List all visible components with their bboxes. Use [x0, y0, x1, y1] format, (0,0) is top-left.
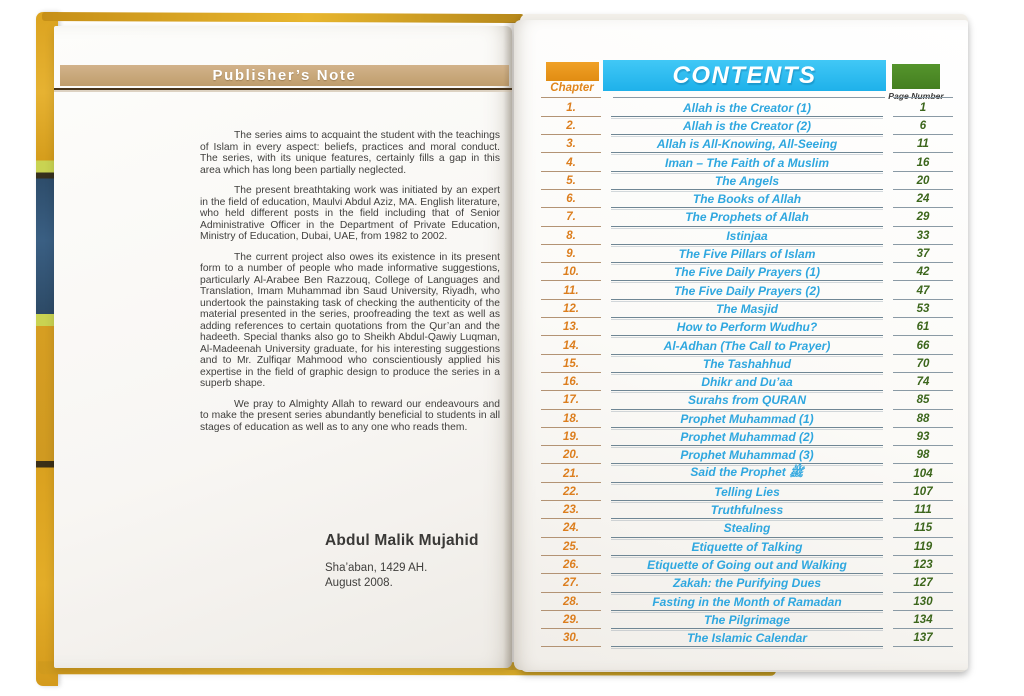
- note-paragraph-1: The series aims to acquaint the student with the teachings of Islam in every aspect: beliefs, practices and moral conduct. The series, with its unique features, certainly fills a gap in this area which has long been partially neglected.: [200, 130, 500, 176]
- toc-chapter-number: 2.: [536, 117, 606, 135]
- toc-chapter-number: 20.: [536, 446, 606, 464]
- toc-chapter-title: The Books of Allah: [606, 190, 888, 208]
- toc-chapter-title: The Five Daily Prayers (1): [606, 263, 888, 281]
- toc-row: [536, 153, 958, 171]
- page-number-column-color-box: [892, 64, 940, 89]
- signature-name: Abdul Malik Mujahid: [325, 532, 479, 549]
- toc-chapter-number: 30.: [536, 629, 606, 647]
- toc-row: [536, 391, 958, 409]
- chapter-column-label: Chapter: [550, 82, 594, 94]
- toc-row: [536, 245, 958, 263]
- toc-row: [536, 446, 958, 464]
- toc-chapter-title: Allah is the Creator (2): [606, 117, 888, 135]
- chapter-column-color-box: [546, 62, 599, 81]
- toc-chapter-title: The Prophets of Allah: [606, 208, 888, 226]
- toc-row: [536, 410, 958, 428]
- toc-chapter-title: The Islamic Calendar: [606, 629, 888, 647]
- toc-chapter-title: Dhikr and Du’aa: [606, 373, 888, 391]
- toc-row: [536, 355, 958, 373]
- toc-page-number: 134: [888, 611, 958, 629]
- toc-row: [536, 538, 958, 556]
- toc-row: [536, 629, 958, 647]
- toc-chapter-number: 3.: [536, 135, 606, 153]
- toc-rows: [536, 99, 958, 648]
- toc-row: [536, 263, 958, 281]
- toc-page-number: 137: [888, 629, 958, 647]
- toc-chapter-number: 26.: [536, 556, 606, 574]
- toc-chapter-title: Istinjaa: [606, 227, 888, 245]
- toc-chapter-title: Allah is All-Knowing, All-Seeing: [606, 135, 888, 153]
- toc-chapter-number: 4.: [536, 153, 606, 171]
- toc-chapter-title: Prophet Muhammad (1): [606, 410, 888, 428]
- toc-chapter-title: The Five Daily Prayers (2): [606, 281, 888, 299]
- signature-date: [325, 561, 427, 591]
- toc-chapter-title: Allah is the Creator (1): [606, 99, 888, 117]
- note-paragraph-3: The current project also owes its existence in its present form to a number of people who made informative suggestions, particularly Al-Arabee Ben Razzouq, College of Languages and Translation, Imam Muhammad ibn Saud University, Riyadh, who undertook the painstaking task of checking the authenticity of the material presented in the series, proofreading the text as well as adding references to certain quotations from the Qur’an and the hadeeth. Special thanks also go to Sheikh Abdul-Qawiy Luqman, Al-Madeenah University graduate, for his interesting suggestions and to Mr. Zulfiqar Mahmood who conscientiously applied his expertise in the field of graphic design to produce the series in a superb shape.: [200, 251, 500, 389]
- publishers-note-page: [54, 26, 512, 668]
- toc-page-number: 130: [888, 593, 958, 611]
- toc-row: [536, 117, 958, 135]
- book-cover-top-edge: [42, 12, 524, 23]
- toc-row: [536, 190, 958, 208]
- toc-chapter-number: 14.: [536, 336, 606, 354]
- toc-page-number: 16: [888, 153, 958, 171]
- toc-chapter-title: The Tashahhud: [606, 355, 888, 373]
- toc-page-number: 20: [888, 172, 958, 190]
- toc-chapter-number: 7.: [536, 208, 606, 226]
- toc-row: [536, 519, 958, 537]
- toc-page-number: 115: [888, 519, 958, 537]
- toc-chapter-number: 5.: [536, 172, 606, 190]
- page-number-column-label: Page Number: [888, 91, 944, 101]
- toc-chapter-number: 1.: [536, 99, 606, 117]
- toc-chapter-title: Iman – The Faith of a Muslim: [606, 153, 888, 171]
- toc-page-number: 11: [888, 135, 958, 153]
- toc-row: [536, 208, 958, 226]
- toc-chapter-number: 6.: [536, 190, 606, 208]
- contents-banner: [603, 60, 886, 91]
- publishers-note-body: [200, 130, 500, 442]
- toc-row: [536, 318, 958, 336]
- toc-page-number: 104: [888, 464, 958, 482]
- publishers-note-title: Publisher’s Note: [212, 67, 357, 84]
- toc-page-number: 111: [888, 501, 958, 519]
- toc-page-number: 70: [888, 355, 958, 373]
- toc-page-number: 74: [888, 373, 958, 391]
- toc-chapter-number: 10.: [536, 263, 606, 281]
- toc-page-number: 127: [888, 574, 958, 592]
- toc-page-number: 107: [888, 483, 958, 501]
- toc-page-number: 61: [888, 318, 958, 336]
- toc-chapter-number: 18.: [536, 410, 606, 428]
- toc-chapter-number: 13.: [536, 318, 606, 336]
- toc-page-number: 47: [888, 281, 958, 299]
- toc-chapter-title: Etiquette of Going out and Walking: [606, 556, 888, 574]
- toc-chapter-title: Stealing: [606, 519, 888, 537]
- toc-chapter-title: The Pilgrimage: [606, 611, 888, 629]
- toc-chapter-title: Said the Prophet ﷺ: [606, 464, 888, 482]
- toc-page-number: 24: [888, 190, 958, 208]
- toc-chapter-number: 19.: [536, 428, 606, 446]
- toc-row: [536, 99, 958, 117]
- toc-row: [536, 611, 958, 629]
- contents-page: [514, 20, 968, 670]
- toc-page-number: 1: [888, 99, 958, 117]
- toc-chapter-number: 17.: [536, 391, 606, 409]
- toc-chapter-number: 29.: [536, 611, 606, 629]
- toc-chapter-title: The Five Pillars of Islam: [606, 245, 888, 263]
- toc-row: [536, 428, 958, 446]
- toc-row: [536, 281, 958, 299]
- note-paragraph-4: We pray to Almighty Allah to reward our endeavours and to make the present series abundantly beneficial to students in all stages of education as well as to any one who reads them.: [200, 398, 500, 433]
- toc-page-number: 66: [888, 336, 958, 354]
- toc-chapter-number: 25.: [536, 538, 606, 556]
- toc-chapter-number: 11.: [536, 281, 606, 299]
- toc-page-number: 42: [888, 263, 958, 281]
- toc-chapter-title: Prophet Muhammad (2): [606, 428, 888, 446]
- date-hijri: Sha’aban, 1429 AH.: [325, 562, 428, 574]
- toc-chapter-number: 16.: [536, 373, 606, 391]
- toc-row: [536, 501, 958, 519]
- toc-row: [536, 300, 958, 318]
- toc-chapter-number: 21.: [536, 464, 606, 482]
- toc-chapter-number: 27.: [536, 574, 606, 592]
- toc-row: [536, 574, 958, 592]
- toc-page-number: 119: [888, 538, 958, 556]
- toc-chapter-title: The Angels: [606, 172, 888, 190]
- toc-chapter-title: How to Perform Wudhu?: [606, 318, 888, 336]
- toc-chapter-number: 28.: [536, 593, 606, 611]
- toc-chapter-title: Al-Adhan (The Call to Prayer): [606, 336, 888, 354]
- toc-chapter-title: Etiquette of Talking: [606, 538, 888, 556]
- toc-row: [536, 464, 958, 482]
- toc-page-number: 6: [888, 117, 958, 135]
- note-paragraph-2: The present breathtaking work was initiated by an expert in the field of education, Maulvi Abdul Aziz, MA. English literature, who held different posts in the field including that of Senior Administrative Officer in the Department of Private Education, Ministry of Education, Dubai, UAE, from 1982 to 2002.: [200, 185, 500, 242]
- toc-chapter-number: 22.: [536, 483, 606, 501]
- toc-page-number: 123: [888, 556, 958, 574]
- toc-row: [536, 593, 958, 611]
- toc-row: [536, 483, 958, 501]
- publishers-note-header: [60, 65, 509, 86]
- toc-page-number: 93: [888, 428, 958, 446]
- toc-row: [536, 172, 958, 190]
- contents-title: CONTENTS: [672, 61, 817, 89]
- toc-row: [536, 227, 958, 245]
- toc-page-number: 37: [888, 245, 958, 263]
- toc-chapter-title: Prophet Muhammad (3): [606, 446, 888, 464]
- toc-row: [536, 135, 958, 153]
- toc-chapter-number: 8.: [536, 227, 606, 245]
- toc-chapter-number: 9.: [536, 245, 606, 263]
- toc-row: [536, 373, 958, 391]
- toc-row: [536, 556, 958, 574]
- toc-chapter-title: The Masjid: [606, 300, 888, 318]
- toc-page-number: 33: [888, 227, 958, 245]
- toc-chapter-number: 15.: [536, 355, 606, 373]
- toc-chapter-number: 12.: [536, 300, 606, 318]
- toc-page-number: 85: [888, 391, 958, 409]
- header-divider-rule: [54, 88, 512, 90]
- toc-chapter-title: Surahs from QURAN: [606, 391, 888, 409]
- toc-chapter-title: Zakah: the Purifying Dues: [606, 574, 888, 592]
- toc-chapter-title: Fasting in the Month of Ramadan: [606, 593, 888, 611]
- toc-row: [536, 336, 958, 354]
- toc-chapter-title: Telling Lies: [606, 483, 888, 501]
- toc-chapter-number: 24.: [536, 519, 606, 537]
- toc-page-number: 98: [888, 446, 958, 464]
- toc-page-number: 53: [888, 300, 958, 318]
- toc-chapter-title: Truthfulness: [606, 501, 888, 519]
- toc-chapter-number: 23.: [536, 501, 606, 519]
- date-gregorian: August 2008.: [325, 577, 393, 589]
- toc-page-number: 88: [888, 410, 958, 428]
- toc-page-number: 29: [888, 208, 958, 226]
